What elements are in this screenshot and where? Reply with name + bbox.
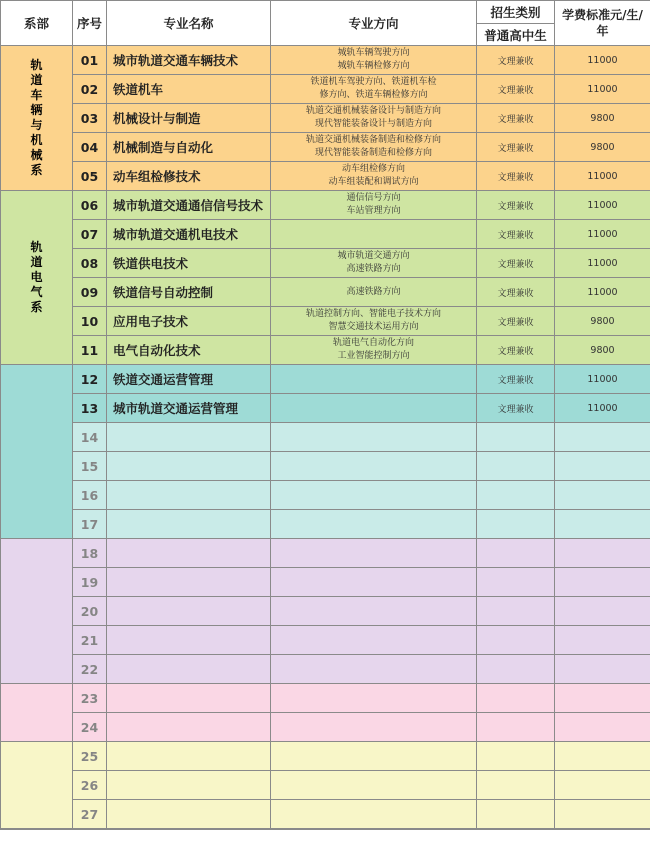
row-fee — [555, 452, 650, 481]
direction-line: 现代智能装备设计与制造方向 — [314, 119, 432, 129]
row-major-name — [107, 713, 271, 742]
row-direction — [271, 626, 477, 655]
row-major-name — [107, 626, 271, 655]
row-direction — [271, 336, 477, 365]
row-seq: 04 — [73, 133, 107, 162]
row-seq: 13 — [73, 394, 107, 423]
row-seq: 06 — [73, 191, 107, 220]
row-major-name — [107, 539, 271, 568]
row-category — [477, 684, 555, 713]
table-row — [1, 510, 650, 539]
footer-note — [0, 829, 650, 842]
table-row — [1, 423, 650, 452]
row-fee: 9800 — [555, 336, 650, 365]
row-fee: 11000 — [555, 249, 650, 278]
direction-line: 城轨车辆检修方向 — [337, 61, 410, 71]
row-major-name — [107, 655, 271, 684]
row-category: 文理兼收 — [477, 191, 555, 220]
row-fee — [555, 684, 650, 713]
row-major-name: 铁道信号自动控制 — [107, 278, 271, 307]
dept-cell — [1, 191, 73, 365]
row-category — [477, 800, 555, 829]
row-direction — [271, 220, 477, 249]
row-fee — [555, 771, 650, 800]
row-category: 文理兼收 — [477, 75, 555, 104]
row-direction — [271, 539, 477, 568]
row-direction — [271, 423, 477, 452]
row-seq: 17 — [73, 510, 107, 539]
row-direction — [271, 394, 477, 423]
row-direction — [271, 191, 477, 220]
row-major-name: 应用电子技术 — [107, 307, 271, 336]
row-seq: 22 — [73, 655, 107, 684]
row-direction — [271, 800, 477, 829]
row-category — [477, 626, 555, 655]
row-fee — [555, 800, 650, 829]
direction-line: 轨道交通机械装备制造和检修方向 — [305, 135, 441, 145]
row-seq: 01 — [73, 46, 107, 75]
direction-line: 通信信号方向 — [346, 193, 401, 203]
row-major-name: 城市轨道交通运营管理 — [107, 394, 271, 423]
row-major-name — [107, 742, 271, 771]
row-fee: 11000 — [555, 162, 650, 191]
row-fee: 9800 — [555, 133, 650, 162]
row-fee — [555, 539, 650, 568]
row-fee — [555, 481, 650, 510]
row-direction — [271, 133, 477, 162]
direction-line: 工业智能控制方向 — [337, 351, 410, 361]
row-seq: 02 — [73, 75, 107, 104]
row-direction — [271, 597, 477, 626]
row-seq: 03 — [73, 104, 107, 133]
row-fee: 11000 — [555, 46, 650, 75]
row-category — [477, 568, 555, 597]
row-seq: 05 — [73, 162, 107, 191]
row-direction — [271, 481, 477, 510]
table-row — [1, 307, 650, 336]
row-category — [477, 423, 555, 452]
table-row — [1, 394, 650, 423]
direction-line: 城轨车辆驾驶方向 — [337, 48, 410, 58]
header-dept: 系部 — [1, 1, 73, 46]
row-direction — [271, 655, 477, 684]
row-category — [477, 771, 555, 800]
row-direction — [271, 104, 477, 133]
row-fee: 11000 — [555, 278, 650, 307]
row-fee — [555, 423, 650, 452]
direction-line: 智慧交通技术运用方向 — [328, 322, 419, 332]
table-row — [1, 771, 650, 800]
table-row — [1, 626, 650, 655]
table-row — [1, 452, 650, 481]
row-fee — [555, 742, 650, 771]
row-major-name: 铁道机车 — [107, 75, 271, 104]
row-category — [477, 713, 555, 742]
dept-cell — [1, 684, 73, 742]
row-seq: 09 — [73, 278, 107, 307]
table-row — [1, 278, 650, 307]
header-category: 招生类别 — [477, 1, 555, 24]
table-row — [1, 742, 650, 771]
row-category: 文理兼收 — [477, 307, 555, 336]
dept-name: 轨道电气系 — [30, 240, 43, 314]
row-seq: 10 — [73, 307, 107, 336]
row-major-name — [107, 568, 271, 597]
row-seq: 23 — [73, 684, 107, 713]
table-row — [1, 684, 650, 713]
row-direction — [271, 307, 477, 336]
row-category — [477, 452, 555, 481]
row-fee: 11000 — [555, 191, 650, 220]
header-seq: 序号 — [73, 1, 107, 46]
row-major-name: 机械设计与制造 — [107, 104, 271, 133]
table-row — [1, 191, 650, 220]
row-category: 文理兼收 — [477, 249, 555, 278]
row-seq: 15 — [73, 452, 107, 481]
row-fee — [555, 655, 650, 684]
direction-line: 修方向、铁道车辆检修方向 — [319, 90, 428, 100]
row-seq: 18 — [73, 539, 107, 568]
row-direction — [271, 713, 477, 742]
table-row — [1, 539, 650, 568]
header-fee: 学费标准元/生/年 — [555, 1, 650, 46]
header-major: 专业名称 — [107, 1, 271, 46]
table-row — [1, 336, 650, 365]
table-row — [1, 46, 650, 75]
dept-cell — [1, 365, 73, 539]
row-seq: 26 — [73, 771, 107, 800]
row-fee — [555, 568, 650, 597]
row-direction — [271, 742, 477, 771]
row-major-name: 电气自动化技术 — [107, 336, 271, 365]
dept-cell — [1, 46, 73, 191]
row-seq: 08 — [73, 249, 107, 278]
direction-line: 铁道机车驾驶方向、铁道机车检 — [310, 77, 437, 87]
row-seq: 14 — [73, 423, 107, 452]
table-row — [1, 104, 650, 133]
dept-cell — [1, 742, 73, 829]
header-direction: 专业方向 — [271, 1, 477, 46]
row-direction — [271, 162, 477, 191]
table-row — [1, 568, 650, 597]
row-category: 文理兼收 — [477, 394, 555, 423]
row-major-name: 城市轨道交通机电技术 — [107, 220, 271, 249]
row-fee: 11000 — [555, 220, 650, 249]
table-row — [1, 162, 650, 191]
row-seq: 25 — [73, 742, 107, 771]
row-category: 文理兼收 — [477, 365, 555, 394]
row-direction — [271, 365, 477, 394]
dept-cell — [1, 539, 73, 684]
row-major-name: 铁道供电技术 — [107, 249, 271, 278]
row-direction — [271, 46, 477, 75]
row-fee: 11000 — [555, 394, 650, 423]
row-seq: 24 — [73, 713, 107, 742]
direction-line: 动车组装配和调试方向 — [328, 177, 419, 187]
row-category: 文理兼收 — [477, 278, 555, 307]
row-category — [477, 481, 555, 510]
table-row — [1, 75, 650, 104]
table-row — [1, 249, 650, 278]
row-category — [477, 742, 555, 771]
row-major-name: 机械制造与自动化 — [107, 133, 271, 162]
row-major-name: 铁道交通运营管理 — [107, 365, 271, 394]
direction-line: 高速铁路方向 — [346, 264, 401, 274]
row-direction — [271, 278, 477, 307]
row-fee — [555, 626, 650, 655]
table-row — [1, 655, 650, 684]
row-fee — [555, 597, 650, 626]
table-row — [1, 365, 650, 394]
dept-name: 轨道车辆与机械系 — [30, 58, 43, 177]
row-category: 文理兼收 — [477, 220, 555, 249]
row-direction — [271, 452, 477, 481]
row-major-name — [107, 800, 271, 829]
row-seq: 21 — [73, 626, 107, 655]
table-row — [1, 713, 650, 742]
row-direction — [271, 771, 477, 800]
table-body — [1, 46, 650, 829]
row-major-name — [107, 423, 271, 452]
direction-line: 动车组检修方向 — [341, 164, 405, 174]
direction-line: 车站管理方向 — [346, 206, 401, 216]
row-fee — [555, 510, 650, 539]
row-category: 文理兼收 — [477, 133, 555, 162]
direction-line: 高速铁路方向 — [346, 286, 401, 297]
row-category — [477, 510, 555, 539]
row-major-name: 城市轨道交通车辆技术 — [107, 46, 271, 75]
row-category: 文理兼收 — [477, 336, 555, 365]
row-direction — [271, 510, 477, 539]
row-seq: 19 — [73, 568, 107, 597]
table-row — [1, 133, 650, 162]
row-category — [477, 597, 555, 626]
row-fee: 11000 — [555, 75, 650, 104]
direction-line: 轨道电气自动化方向 — [332, 338, 414, 348]
table-row — [1, 220, 650, 249]
row-direction — [271, 568, 477, 597]
row-seq: 27 — [73, 800, 107, 829]
row-seq: 12 — [73, 365, 107, 394]
header-category-sub: 普通高中生 — [477, 24, 555, 46]
row-direction — [271, 684, 477, 713]
direction-line: 轨道交通机械装备设计与制造方向 — [305, 106, 441, 116]
row-category — [477, 655, 555, 684]
row-fee: 9800 — [555, 307, 650, 336]
table-row — [1, 481, 650, 510]
row-fee: 11000 — [555, 365, 650, 394]
row-major-name — [107, 597, 271, 626]
row-fee: 9800 — [555, 104, 650, 133]
row-major-name — [107, 684, 271, 713]
row-major-name — [107, 452, 271, 481]
row-category — [477, 539, 555, 568]
row-major-name: 动车组检修技术 — [107, 162, 271, 191]
direction-line: 现代智能装备制造和检修方向 — [314, 148, 432, 158]
row-direction — [271, 75, 477, 104]
row-major-name — [107, 771, 271, 800]
row-major-name — [107, 510, 271, 539]
row-category: 文理兼收 — [477, 104, 555, 133]
direction-line: 城市轨道交通方向 — [337, 251, 410, 261]
row-seq: 07 — [73, 220, 107, 249]
row-fee — [555, 713, 650, 742]
row-major-name — [107, 481, 271, 510]
direction-line: 轨道控制方向、智能电子技术方向 — [305, 309, 441, 319]
row-category: 文理兼收 — [477, 162, 555, 191]
row-major-name: 城市轨道交通通信信号技术 — [107, 191, 271, 220]
row-seq: 11 — [73, 336, 107, 365]
table-row — [1, 800, 650, 829]
row-category: 文理兼收 — [477, 46, 555, 75]
row-seq: 16 — [73, 481, 107, 510]
row-seq: 20 — [73, 597, 107, 626]
row-direction — [271, 249, 477, 278]
table-row — [1, 597, 650, 626]
